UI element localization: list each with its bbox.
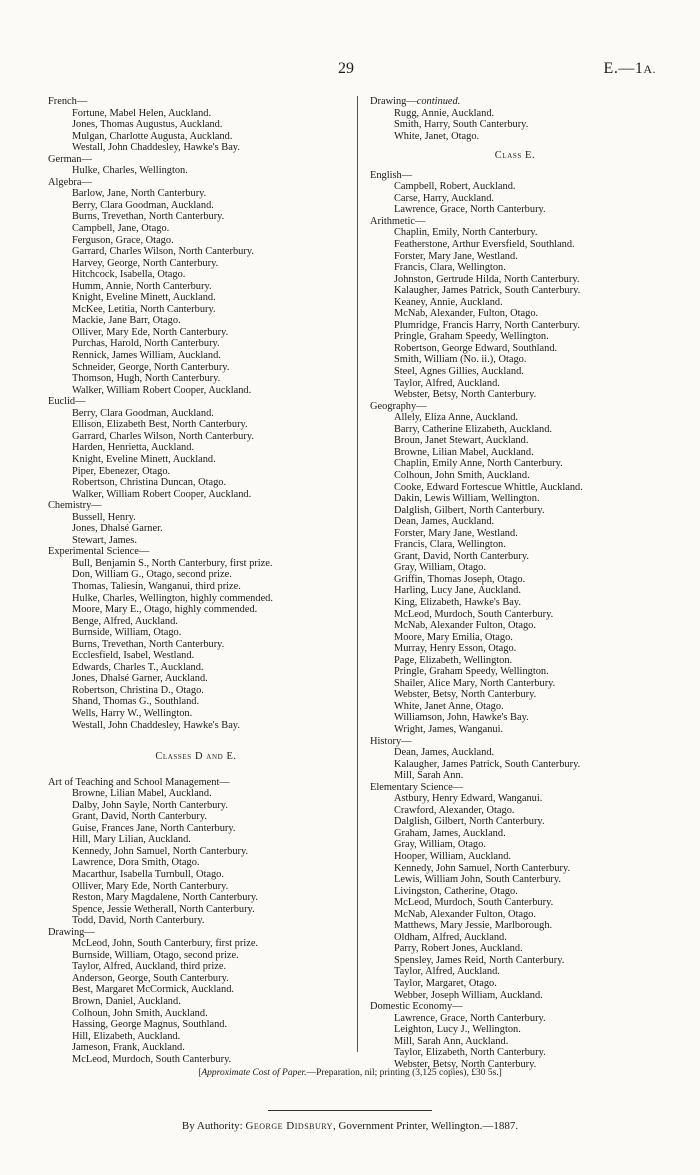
list-item: Johnston, Gertrude Hilda, North Canterbury. [394,273,580,285]
list-item: Fortune, Mabel Helen, Auckland. [72,107,212,119]
list-item: McNab, Alexander Fulton, Otago. [394,908,536,920]
list-item: White, Janet, Otago. [394,130,480,142]
list-item: King, Elizabeth, Hawke's Bay. [394,596,522,608]
list-item: Plumridge, Francis Harry, North Canterbury. [394,319,580,331]
list-item: Taylor, Alfred, Auckland, third prize. [72,961,227,973]
list-item: Thomson, Hugh, North Canterbury. [72,373,221,385]
list-item: McKee, Letitia, North Canterbury. [72,303,216,315]
list-item: Hill, Mary Lilian, Auckland. [72,834,191,846]
list-item: Berry, Clara Goodman, Auckland. [72,199,214,211]
list-item: Hulke, Charles, Wellington. [72,165,188,177]
list-item: Keaney, Annie, Auckland. [394,296,503,308]
list-item: Harvey, George, North Canterbury. [72,257,219,269]
list-item: Brown, Daniel, Auckland. [72,996,181,1008]
subject-heading-text: Elementary Science— [370,781,464,793]
list-item: Mill, Sarah Ann, Auckland. [394,1035,509,1047]
subject-heading [370,1001,660,1013]
list-item: Barlow, Jane, North Canterbury. [72,188,207,200]
list-item: Hitchcock, Isabella, Otago. [72,269,186,281]
subject-heading [48,927,344,939]
left-column [48,96,344,1065]
list-item: Harden, Henrietta, Auckland. [72,442,195,454]
list-item: McLeod, Murdoch, South Canterbury. [394,897,554,909]
list-item: Colhoun, John Smith, Auckland. [394,469,530,481]
list-item: Garrard, Charles Wilson, North Canterbury. [72,430,254,442]
list-item: Browne, Lilian Mabel, Auckland. [72,788,212,800]
list-item: Purchas, Harold, North Canterbury. [72,338,220,350]
subject-heading-text: Domestic Economy— [370,1001,463,1013]
continued-label: continued. [416,96,461,107]
list-item: Taylor, Alfred, Auckland. [394,377,500,389]
subject-heading-text: German— [48,153,92,165]
list-item: Francis, Clara, Wellington. [394,262,506,274]
subject-heading [370,216,660,228]
list-item: Hill, Elizabeth, Auckland. [72,1030,181,1042]
list-item: Lawrence, Grace, North Canterbury. [394,1012,546,1024]
list-item: Wells, Harry W., Wellington. [72,707,193,719]
list-item: Webster, Betsy, North Canterbury. [394,389,537,401]
subject-heading-text: Art of Teaching and School Management— [48,776,230,788]
imprint-suffix: , Government Printer, Wellington.—1887. [332,1120,519,1132]
list-item: Graham, James, Auckland. [394,827,506,839]
subject-heading-text: English— [370,169,413,181]
list-item: Smith, Harry, South Canterbury. [394,119,529,131]
subject-heading [370,170,660,182]
list-item: Leighton, Lucy J., Wellington. [394,1024,521,1036]
list-item: Rugg, Annie, Auckland. [394,107,495,119]
list-item: Ferguson, Grace, Otago. [72,234,174,246]
list-item: Mill, Sarah Ann. [394,770,464,782]
list-item: Oldham, Alfred, Auckland. [394,931,507,943]
list-item: Robertson, George Edward, Southland. [394,342,558,354]
list-item: Matthews, Mary Jessie, Marlborough. [394,920,553,932]
list-item: Westall, John Chaddesley, Hawke's Bay. [72,719,240,731]
list-item: Steel, Agnes Gillies, Auckland. [394,366,524,378]
subject-heading [48,777,344,789]
list-item: Hooper, William, Auckland. [394,851,511,862]
list-item: Jones, Dhalsé Garner, Auckland. [72,673,208,685]
list-item: Dalglish, Gilbert, North Canterbury. [394,504,545,516]
list-item: Berry, Clara Goodman, Auckland. [72,407,214,419]
subject-heading-text: Algebra— [48,176,92,188]
list-item: Knight, Eveline Minett, Auckland. [72,292,216,304]
subject-heading-text: Arithmetic— [370,215,426,227]
list-item: Webber, Joseph William, Auckland. [394,989,543,1001]
list-item: Kalaugher, James Patrick, South Canterbury. [394,285,581,297]
list-item: McNab, Alexander, Fulton, Otago. [394,308,539,320]
list-item: McLeod, Murdoch, South Canterbury. [72,1053,232,1065]
list-item: Taylor, Elizabeth, North Canterbury. [394,1047,546,1059]
cost-note-text: —Preparation, nil; printing (3,125 copies), £30 5s.] [306,1068,502,1078]
list-item: Grant, David, North Canterbury. [394,550,529,562]
list-item: Chaplin, Emily, North Canterbury. [394,227,538,239]
list-item: Don, William G., Otago, second prize. [72,569,232,581]
imprint-prefix: By Authority: [181,1120,246,1132]
list-item: Kennedy, John Samuel, North Canterbury. [72,845,249,857]
list-item: Dean, James, Auckland. [394,747,495,759]
imprint-printer: George Didsbury [245,1120,333,1132]
page-number: 29 [338,60,354,77]
list-item: Lawrence, Grace, North Canterbury. [394,204,546,216]
list-item: Barry, Catherine Elizabeth, Auckland. [394,423,553,435]
list-item: Mackie, Jane Barr, Otago. [72,315,181,327]
list-item: Ecclesfield, Isabel, Westland. [72,650,195,662]
subject-heading-text: French— [48,96,88,107]
list-item: Griffin, Thomas Joseph, Otago. [394,573,526,585]
class-heading: Classes D and E. [155,751,237,763]
subject-heading-text: Experimental Science— [48,546,150,558]
subject-heading-text: Drawing— [370,96,417,107]
list-item: Best, Margaret McCormick, Auckland. [72,984,234,996]
list-item: Parry, Robert Jones, Auckland. [394,943,523,955]
list-item: Dakin, Lewis William, Wellington. [394,493,540,505]
list-item: Burns, Trevethan, North Canterbury. [72,211,225,223]
list-item: McLeod, John, South Canterbury, first prize. [72,938,259,950]
subject-heading [48,96,344,108]
subject-heading [370,401,660,413]
list-item: Campbell, Robert, Auckland. [394,181,516,193]
list-item: Allely, Eliza Anne, Auckland. [394,412,518,424]
list-item: Burnside, William, Otago. [72,627,182,639]
subject-heading-text: Drawing— [48,926,95,938]
list-item: Broun, Janet Stewart, Auckland. [394,435,529,447]
list-item: Anderson, George, South Canterbury. [72,972,229,984]
list-item: Dalglish, Gilbert, North Canterbury. [394,816,545,828]
subject-heading-text: Euclid— [48,396,86,408]
list-item: Moore, Mary E., Otago, highly commended. [72,604,258,616]
list-item: Macarthur, Isabella Turnbull, Otago. [72,869,224,880]
list-item: Shailer, Alice Mary, North Canterbury. [394,677,556,689]
subject-heading-text: Chemistry— [48,500,102,512]
list-item: Grant, David, North Canterbury. [72,811,207,823]
list-item: Reston, Mary Magdalene, North Canterbury. [72,892,259,904]
cost-note-open: [ [198,1068,202,1078]
cost-note-label: Approximate Cost of Paper. [201,1068,307,1078]
subject-heading [370,736,660,748]
list-item: Livingston, Catherine, Otago. [394,885,518,897]
subject-heading-text: Geography— [370,400,427,412]
list-item: Westall, John Chaddesley, Hawke's Bay. [72,142,240,154]
list-item: Webster, Betsy, North Canterbury. [394,689,537,701]
list-item: Thomas, Taliesin, Wanganui, third prize. [72,580,241,592]
list-item: Walker, William Robert Cooper, Auckland. [72,384,252,396]
list-item: Humm, Annie, North Canterbury. [72,280,212,292]
list-item: Bull, Benjamin S., North Canterbury, first prize. [72,557,273,569]
list-item: Schneider, George, North Canterbury. [72,361,230,373]
list-item: Garrard, Charles Wilson, North Canterbury. [72,246,254,258]
list-item: Carse, Harry, Auckland. [394,192,495,204]
list-item: Moore, Mary Emilia, Otago. [394,631,513,643]
list-item: Spensley, James Reid, North Canterbury. [394,954,565,966]
list-item: Kennedy, John Samuel, North Canterbury. [394,862,571,874]
footer-rule [268,1110,432,1111]
list-item: McLeod, Murdoch, South Canterbury. [394,608,554,620]
list-item: McNab, Alexander Fulton, Otago. [394,620,536,632]
list-item: Murray, Henry Esson, Otago. [394,643,517,655]
list-item: Spence, Jessie Wetherall, North Canterbury. [72,903,255,915]
list-item: Taylor, Margaret, Otago. [394,978,497,990]
list-item: Todd, David, North Canterbury. [72,915,205,927]
list-item: Chaplin, Emily Anne, North Canterbury. [394,458,563,470]
list-item: Edwards, Charles T., Auckland. [72,661,204,673]
list-item: Cooke, Edward Fortescue Whittle, Auckland. [394,481,583,493]
list-item: Smith, William (No. ii.), Otago. [394,354,527,366]
imprint [0,1120,700,1132]
subject-heading [370,96,660,108]
list-item: Campbell, Jane, Otago. [72,223,170,235]
list-item: Knight, Eveline Minett, Auckland. [72,453,216,465]
list-item: Featherstone, Arthur Eversfield, Southland. [394,239,575,251]
list-item: Mulgan, Charlotte Augusta, Auckland. [72,130,233,142]
list-item: Lewis, William John, South Canterbury. [394,874,561,886]
list-item: Crawford, Alexander, Otago. [394,804,515,816]
list-item: Ellison, Elizabeth Best, North Canterbury. [72,419,248,431]
list-item: Stewart, James. [72,534,137,546]
list-item: Browne, Lilian Mabel, Auckland. [394,446,534,458]
list-item: Shand, Thomas G., Southland. [72,696,200,708]
list-item: Walker, William Robert Cooper, Auckland. [72,488,252,500]
list-item: Bussell, Henry. [72,511,136,523]
list-item: Francis, Clara, Wellington. [394,539,506,551]
list-item: Dean, James, Auckland. [394,516,495,528]
list-item: Jameson, Frank, Auckland. [72,1042,185,1054]
column-divider [357,96,358,1052]
document-reference-suffix: A. [643,62,656,76]
list-item: Robertson, Christina Duncan, Otago. [72,477,227,489]
list-item: Kalaugher, James Patrick, South Canterbury. [394,758,581,770]
list-item: Forster, Mary Jane, Westland. [394,250,518,262]
right-column [370,96,660,1070]
list-item: Gray, William, Otago. [394,839,486,851]
document-reference-main: E.—1 [603,60,644,77]
subject-heading [48,396,344,408]
list-item: Robertson, Christina D., Otago. [72,684,204,696]
subject-heading-text: History— [370,735,412,747]
list-item: Wright, James, Wanganui. [394,723,504,735]
list-item: Taylor, Alfred, Auckland. [394,966,500,978]
list-item: Olliver, Mary Ede, North Canterbury. [72,326,229,338]
list-item: Forster, Mary Jane, Westland. [394,527,518,539]
list-item: Benge, Alfred, Auckland. [72,615,178,627]
list-item: Colhoun, John Smith, Auckland. [72,1007,208,1019]
list-item: Page, Elizabeth, Wellington. [394,654,513,666]
list-item: Lawrence, Dora Smith, Otago. [72,857,200,869]
subject-heading [48,177,344,189]
subject-heading [48,500,344,512]
list-item: Pringle, Graham Speedy, Wellington. [394,666,549,678]
list-item: Astbury, Henry Edward, Wanganui. [394,793,543,805]
subject-heading [370,782,660,794]
list-item: Gray, William, Otago. [394,562,486,574]
list-item: Jones, Thomas Augustus, Auckland. [72,119,223,131]
list-item: Olliver, Mary Ede, North Canterbury. [72,880,229,892]
subject-heading [48,546,344,558]
list-item: Hulke, Charles, Wellington, highly commended. [72,592,273,604]
list-item: Rennick, James William, Auckland. [72,350,221,362]
subject-heading [48,154,344,166]
list-item: White, Janet Anne, Otago. [394,700,504,712]
list-item: Williamson, John, Hawke's Bay. [394,712,529,724]
list-item: Piper, Ebenezer, Otago. [72,465,171,477]
document-reference [604,60,656,78]
list-item: Dalby, John Sayle, North Canterbury. [72,799,228,811]
list-item: Burns, Trevethan, North Canterbury. [72,638,225,650]
list-item: Guise, Frances Jane, North Canterbury. [72,822,236,834]
class-heading: Class E. [494,150,536,162]
list-item: Hassing, George Magnus, Southland. [72,1019,228,1031]
cost-note [0,1068,700,1078]
list-item: Jones, Dhalsé Garner. [72,523,163,535]
list-item: Webster, Betsy, North Canterbury. [394,1058,537,1070]
list-item: Pringle, Graham Speedy, Wellington. [394,331,549,343]
list-item: Harling, Lucy Jane, Auckland. [394,585,521,597]
list-item: Burnside, William, Otago, second prize. [72,949,239,961]
